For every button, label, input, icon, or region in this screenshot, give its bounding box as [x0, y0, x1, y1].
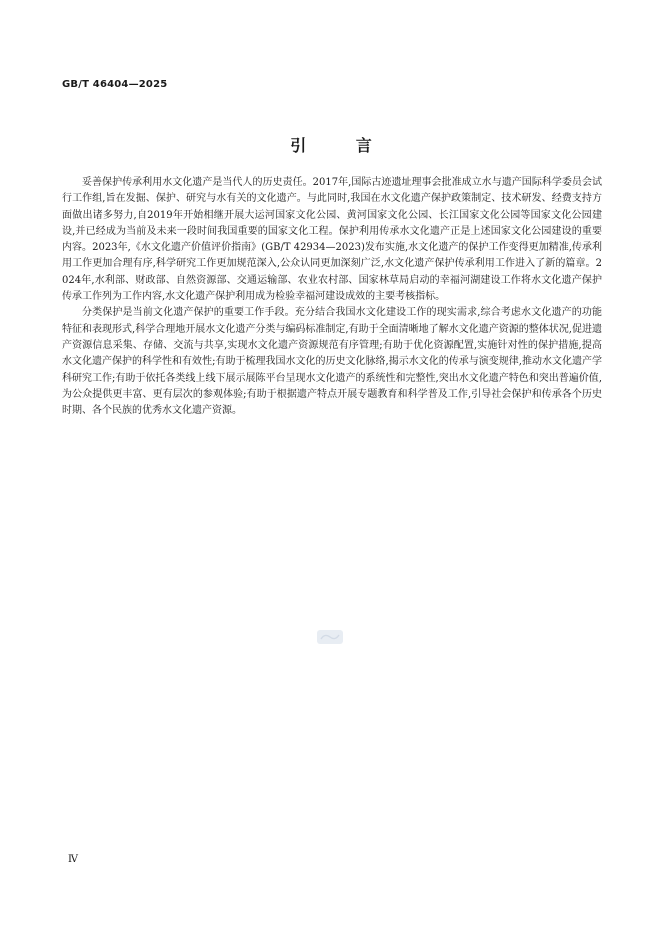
page-number: Ⅳ — [68, 854, 78, 865]
page-title: 引 言 — [290, 136, 394, 155]
body-text — [62, 175, 602, 419]
publisher-logo-watermark-icon — [317, 629, 343, 643]
paragraph-2: 分类保护是当前文化遗产保护的重要工作手段。充分结合我国水文化建设工作的现实需求,综合考虑水文化遗产的功能特征和表现形式,科学合理地开展水文化遗产分类与编码标准制定,有助于全面清晰地了解水文化遗产资源的整体状况,促进遗产资源信息采集、存储、交流与共享,实现水文化遗产资源规范有序管理;有助于优化资源配置,实施针对性的保护措施,提高水文化遗产保护的科学性和有效性;有助于梳理我国水文化的历史文化脉络,揭示水文化的传承与演变规律,推动水文化遗产学科研究工作;有助于依托各类线上线下展示展陈平台呈现水文化遗产的系统性和完整性,突出水文化遗产特色和突出普遍价值,为公众提供更丰富、更有层次的参观体验;有助于根据遗产特点开展专题教育和科学普及工作,引导社会保护和传承各个历史时期、各个民族的优秀水文化遗产资源。 — [62, 307, 602, 417]
paragraph-1: 妥善保护传承利用水文化遗产是当代人的历史责任。2017年,国际古迹遗址理事会批准成立水与遗产国际科学委员会试行工作组,旨在发掘、保护、研究与水有关的文化遗产。与此同时,我国在水文化遗产保护政策制定、技术研发、经费支持方面做出诸多努力,自2019年开始相继开展大运河国家文化公园、黄河国家文化公园、长江国家文化公园等国家文化公园建设,并已经成为当前及未来一段时间我国重要的国家文化工程。保护利用传承水文化遗产正是上述国家文化公园建设的重要内容。2023年,《水文化遗产价值评价指南》(GB/T 42934—2023)发布实施,水文化遗产的保护工作变得更加精准,传承利用工作更加合理有序,科学研究工作更加规范深入,公众认同更加深刻广泛,水文化遗产保护传承利用工作进入了新的篇章。2024年,水利部、财政部、自然资源部、交通运输部、农业农村部、国家林草局启动的幸福河湖建设工作将水文化遗产保护传承工作列为工作内容,水文化遗产保护利用成为检验幸福河建设成效的主要考核指标。 — [62, 177, 602, 303]
standard-code: GB/T 46404—2025 — [62, 79, 168, 90]
